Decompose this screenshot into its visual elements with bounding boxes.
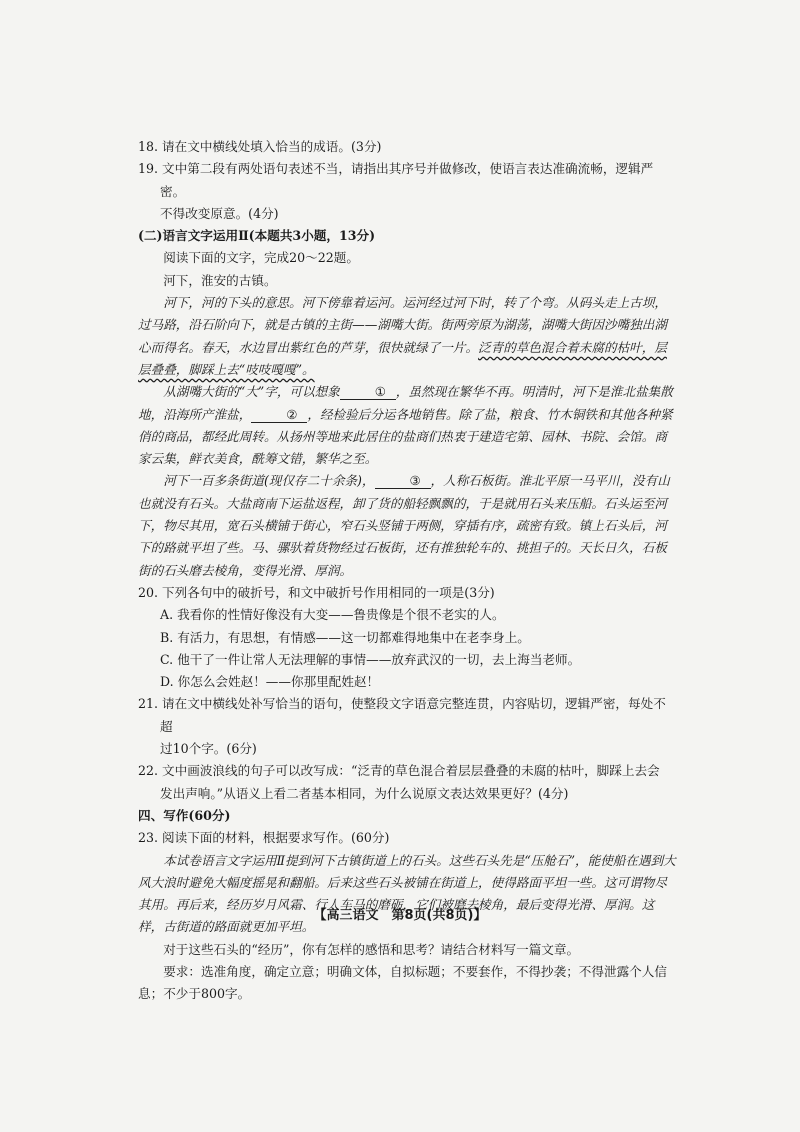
blank-1: ① bbox=[340, 384, 396, 400]
passage-paragraph-1 bbox=[138, 292, 678, 381]
question-20: 20. 下列各句中的破折号，和文中破折号作用相同的一项是(3分) bbox=[138, 584, 495, 600]
question-19-text: 19. 文中第二段有两处语句表述不当，请指出其序号并做修改，使语言表达准确流畅，逻辑严密。 bbox=[138, 161, 654, 199]
option-b: B. 有活力，有思想，有情感——这一切都难得地集中在老李身上。 bbox=[160, 629, 530, 645]
question-19-note: 不得改变原意。(4分) bbox=[160, 205, 279, 221]
section-4-heading: 四、写作(60分) bbox=[138, 807, 231, 823]
material-paragraph-2: 对于这些石头的“经历”，你有怎样的感悟和思考？请结合材料写一篇文章。 bbox=[163, 941, 580, 957]
wavy-underlined-sentence: 泛青的草色混合着未腐的枯叶，层层叠叠，脚踩上去“吱吱嘎嘎”。 bbox=[138, 339, 667, 377]
passage-p3-text-b: ，人称石板街。淮北平原一马平川，没有山也就没有石头。大盐商南下运盐返程，卸了货的船轻飘飘的，于是就用石头来压船。石头运至河下，物尽其用，宽石头横铺于街心，窄石头竖铺于两侧，穿插有序，疏密有致。镇上石头后，河下的路就平坦了些。马、骡驮着货物经过石板街，还有推独轮车的、挑担子的。天长日久，石板街的石头磨去棱角，变得光滑、厚润。 bbox=[138, 473, 670, 578]
page-content bbox=[138, 136, 678, 1006]
question-21 bbox=[138, 693, 678, 760]
question-23: 23. 阅读下面的材料，根据要求写作。(60分) bbox=[138, 830, 390, 846]
section-2-heading: (二)语言文字运用Ⅱ(本题共3小题，13分) bbox=[138, 228, 376, 244]
passage-p2-text-c: ，经检验后分运各地销售。除了盐，粮食、竹木铜铁和其他各种紧俏的商品，都经此周转。从扬州等地来此居住的盐商们热衷于建造宅第、园林、书院、会馆。商家云集，鲜衣美食，酰筹文错，繁华之至。 bbox=[138, 406, 673, 467]
question-21-text: 21. 请在文中横线处补写恰当的语句，使整段文字语意完整连贯，内容贴切，逻辑严密，每处不超 bbox=[138, 696, 666, 734]
question-21-note: 过10个字。(6分) bbox=[160, 741, 257, 757]
page-footer: 【高三语文 第8页(共8页)】 bbox=[313, 908, 487, 923]
passage-paragraph-2 bbox=[138, 381, 678, 470]
passage-p1-text: 河下，河的下头的意思。河下傍靠着运河。运河经过河下时，转了个弯。从码头走上古坝，过马路，沿石阶向下，就是古镇的主街——湖嘴大街。街两旁原为湖荡，湖嘴大街因沙嘴独出湖心而得名。春天，水边冒出紫红色的芦芽，很快就绿了一片。 bbox=[138, 295, 667, 355]
passage-p2-text-b: ，虽然现在繁华不再。明清时，河下是淮北盐集散地，沿海所产淮盐， bbox=[138, 384, 673, 422]
passage-title: 河下，淮安的古镇。 bbox=[163, 272, 277, 288]
option-c: C. 他干了一件让常人无法理解的事情——放弃武汉的一切，去上海当老师。 bbox=[160, 651, 581, 667]
option-d: D. 你怎么会姓赵！——你那里配姓赵！ bbox=[160, 674, 380, 690]
question-19 bbox=[138, 158, 678, 225]
question-22 bbox=[138, 760, 678, 805]
requirements: 要求：选准角度，确定立意；明确文体，自拟标题；不要套作，不得抄袭；不得泄露个人信息；不少于800字。 bbox=[138, 963, 667, 1002]
blank-3: ③ bbox=[375, 473, 431, 489]
question-22-text: 22. 文中画波浪线的句子可以改写成：“泛青的草色混合着层层叠叠的未腐的枯叶，脚踩上去会 bbox=[138, 763, 660, 779]
instruction: 阅读下面的文字，完成20～22题。 bbox=[163, 250, 359, 266]
passage-p3-text-a: 河下一百多条街道(现仅存二十余条)， bbox=[163, 473, 375, 489]
option-a: A. 我看你的性情好像没有大变——鲁贵像是个很不老实的人。 bbox=[160, 607, 505, 623]
material-paragraph-1: 本试卷语言文字运用Ⅱ提到河下古镇街道上的石头。这些石头先是“压舱石”，能使船在遇到大风大浪时避免大幅度摇晃和翻船。后来这些石头被铺在街道上，使得路面平坦一些。这可谓物尽其用。再后来，经历岁月风霜、行人车马的磨砺，它们被磨去棱角，最后变得光滑、厚润。这样，古街道的路面就更加平坦。 bbox=[138, 852, 676, 935]
blank-2: ② bbox=[251, 407, 307, 423]
question-22-note: 发出声响。”从语义上看二者基本相同，为什么说原文表达效果更好？(4分) bbox=[160, 785, 569, 801]
question-18: 18. 请在文中横线处填入恰当的成语。(3分) bbox=[138, 139, 382, 154]
passage-paragraph-3 bbox=[138, 470, 678, 581]
passage-p2-text-a: 从湖嘴大街的“大”字，可以想象 bbox=[163, 384, 340, 400]
